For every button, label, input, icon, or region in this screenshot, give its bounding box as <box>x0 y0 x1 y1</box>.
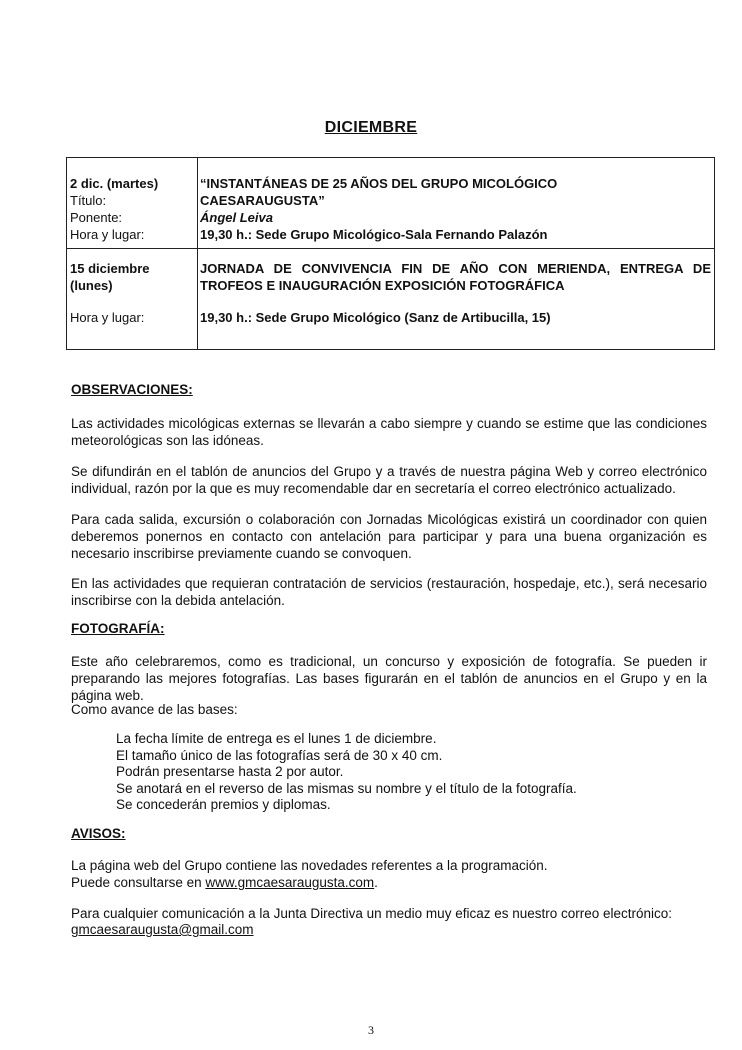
list-item: La fecha límite de entrega es el lunes 1 de diciembre. <box>116 731 437 746</box>
event-1-label-title: Título: <box>70 193 107 208</box>
observaciones-paragraph-2: Se difundirán en el tablón de anuncios del Grupo y a través de nuestra página Web y correo electrónico individual, razón por la que es muy recomendable dar en secretaría el correo electrónico actualizado. <box>71 464 707 496</box>
fotografia-heading: FOTOGRAFÍA: <box>71 621 165 636</box>
event-1-details <box>198 158 715 249</box>
event-1-speaker: Ángel Leiva <box>200 210 273 225</box>
event-1-label-time: Hora y lugar: <box>70 227 145 242</box>
avisos-heading: AVISOS: <box>71 826 126 841</box>
observaciones-paragraph-3: Para cada salida, excursión o colaboración con Jornadas Micológicas existirá un coordinador con quien deberemos ponernos en contacto con antelación para participar y para una buena organización es necesario inscribirse previamente cuando se convoquen. <box>71 512 707 561</box>
event-2-date-line-2: (lunes) <box>70 278 113 293</box>
fotografia-intro: Como avance de las bases: <box>71 702 238 717</box>
event-1-title-line-2: CAESARAUGUSTA” <box>200 193 325 208</box>
list-item: Se concederán premios y diplomas. <box>116 797 331 812</box>
avisos-email-line <box>71 921 707 938</box>
list-item: Podrán presentarse hasta 2 por autor. <box>116 764 344 779</box>
event-2-title-line-2: TROFEOS E INAUGURACIÓN EXPOSICIÓN FOTOGRÁFICA <box>200 278 565 293</box>
event-2-date-line-1: 15 diciembre <box>70 261 150 276</box>
page-title: DICIEMBRE <box>324 119 418 136</box>
events-table <box>66 157 715 350</box>
event-row-1 <box>67 158 715 249</box>
observaciones-paragraph-4: En las actividades que requieran contratación de servicios (restauración, hospedaje, etc.), será necesario inscribirse con la debida antelación. <box>71 576 707 608</box>
avisos-line-1: La página web del Grupo contiene las novedades referentes a la programación. <box>71 858 548 873</box>
avisos-line-2-prefix: Puede consultarse en <box>71 875 206 890</box>
fotografia-paragraph: Este año celebraremos, como es tradicional, un concurso y exposición de fotografía. Se pueden ir preparando las mejores fotografías. Las bases figurarán en el tablón de anuncios en el Grupo y en la página web. <box>71 654 707 703</box>
event-1-title-line-1: “INSTANTÁNEAS DE 25 AÑOS DEL GRUPO MICOLÓGICO <box>200 176 558 191</box>
avisos-line-2-suffix: . <box>374 875 378 890</box>
website-link[interactable]: www.gmcaesaraugusta.com <box>205 875 375 890</box>
event-2-details <box>198 249 715 350</box>
event-1-label-speaker: Ponente: <box>70 210 123 225</box>
event-1-time-place: 19,30 h.: Sede Grupo Micológico-Sala Fernando Palazón <box>200 227 548 242</box>
list-item: El tamaño único de las fotografías será de 30 x 40 cm. <box>116 747 443 763</box>
event-1-date: 2 dic. (martes) <box>70 176 159 191</box>
list-item: Se anotará en el reverso de las mismas su nombre y el título de la fotografía. <box>116 780 577 796</box>
event-2-title-line-1: JORNADA DE CONVIVENCIA FIN DE AÑO CON MERIENDA, ENTREGA DE <box>200 261 711 276</box>
avisos-line-2 <box>71 874 707 891</box>
email-link[interactable]: gmcaesaraugusta@gmail.com <box>71 922 254 937</box>
event-1-labels <box>67 158 198 249</box>
observaciones-paragraph-1: Las actividades micológicas externas se llevarán a cabo siempre y cuando se estime que las condiciones meteorológicas son las idóneas. <box>71 416 707 448</box>
fotografia-rules-list <box>116 731 577 814</box>
event-row-2 <box>67 249 715 350</box>
event-2-label-time: Hora y lugar: <box>70 310 145 325</box>
page-number: 3 <box>368 1023 374 1037</box>
event-2-labels <box>67 249 198 350</box>
event-2-time-place: 19,30 h.: Sede Grupo Micológico (Sanz de Artibucilla, 15) <box>200 310 551 325</box>
observaciones-heading: OBSERVACIONES: <box>71 382 193 397</box>
avisos-line-3: Para cualquier comunicación a la Junta Directiva un medio muy eficaz es nuestro correo electrónico: <box>71 906 673 921</box>
